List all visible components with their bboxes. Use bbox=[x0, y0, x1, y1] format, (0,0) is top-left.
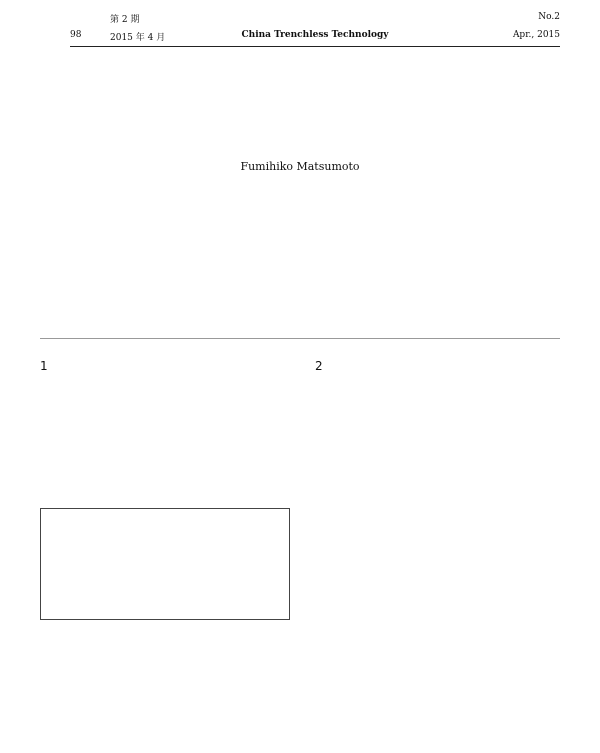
column-right bbox=[315, 350, 565, 743]
date-cn: 2015 年 4 月 bbox=[110, 33, 166, 43]
section-heading: 2 bbox=[315, 359, 323, 373]
date-en: Apr., 2015 bbox=[512, 30, 560, 40]
article-title bbox=[40, 118, 560, 140]
abstract bbox=[90, 210, 530, 300]
abstract-separator bbox=[40, 338, 560, 339]
figure-placeholder bbox=[40, 508, 290, 620]
journal-name-en: China Trenchless Technology bbox=[241, 30, 389, 40]
column-left bbox=[40, 350, 290, 743]
keywords bbox=[90, 316, 530, 328]
article-authors: Fumihiko Matsumoto bbox=[240, 160, 360, 173]
header-rule bbox=[70, 46, 560, 47]
section-heading: 1 bbox=[40, 359, 48, 373]
issue-label: 第 2 期 bbox=[110, 15, 140, 25]
paragraph bbox=[40, 380, 290, 500]
paragraph bbox=[315, 380, 565, 500]
issue-number: No.2 bbox=[538, 12, 560, 22]
page-number: 98 bbox=[70, 30, 82, 40]
running-header bbox=[70, 8, 560, 48]
